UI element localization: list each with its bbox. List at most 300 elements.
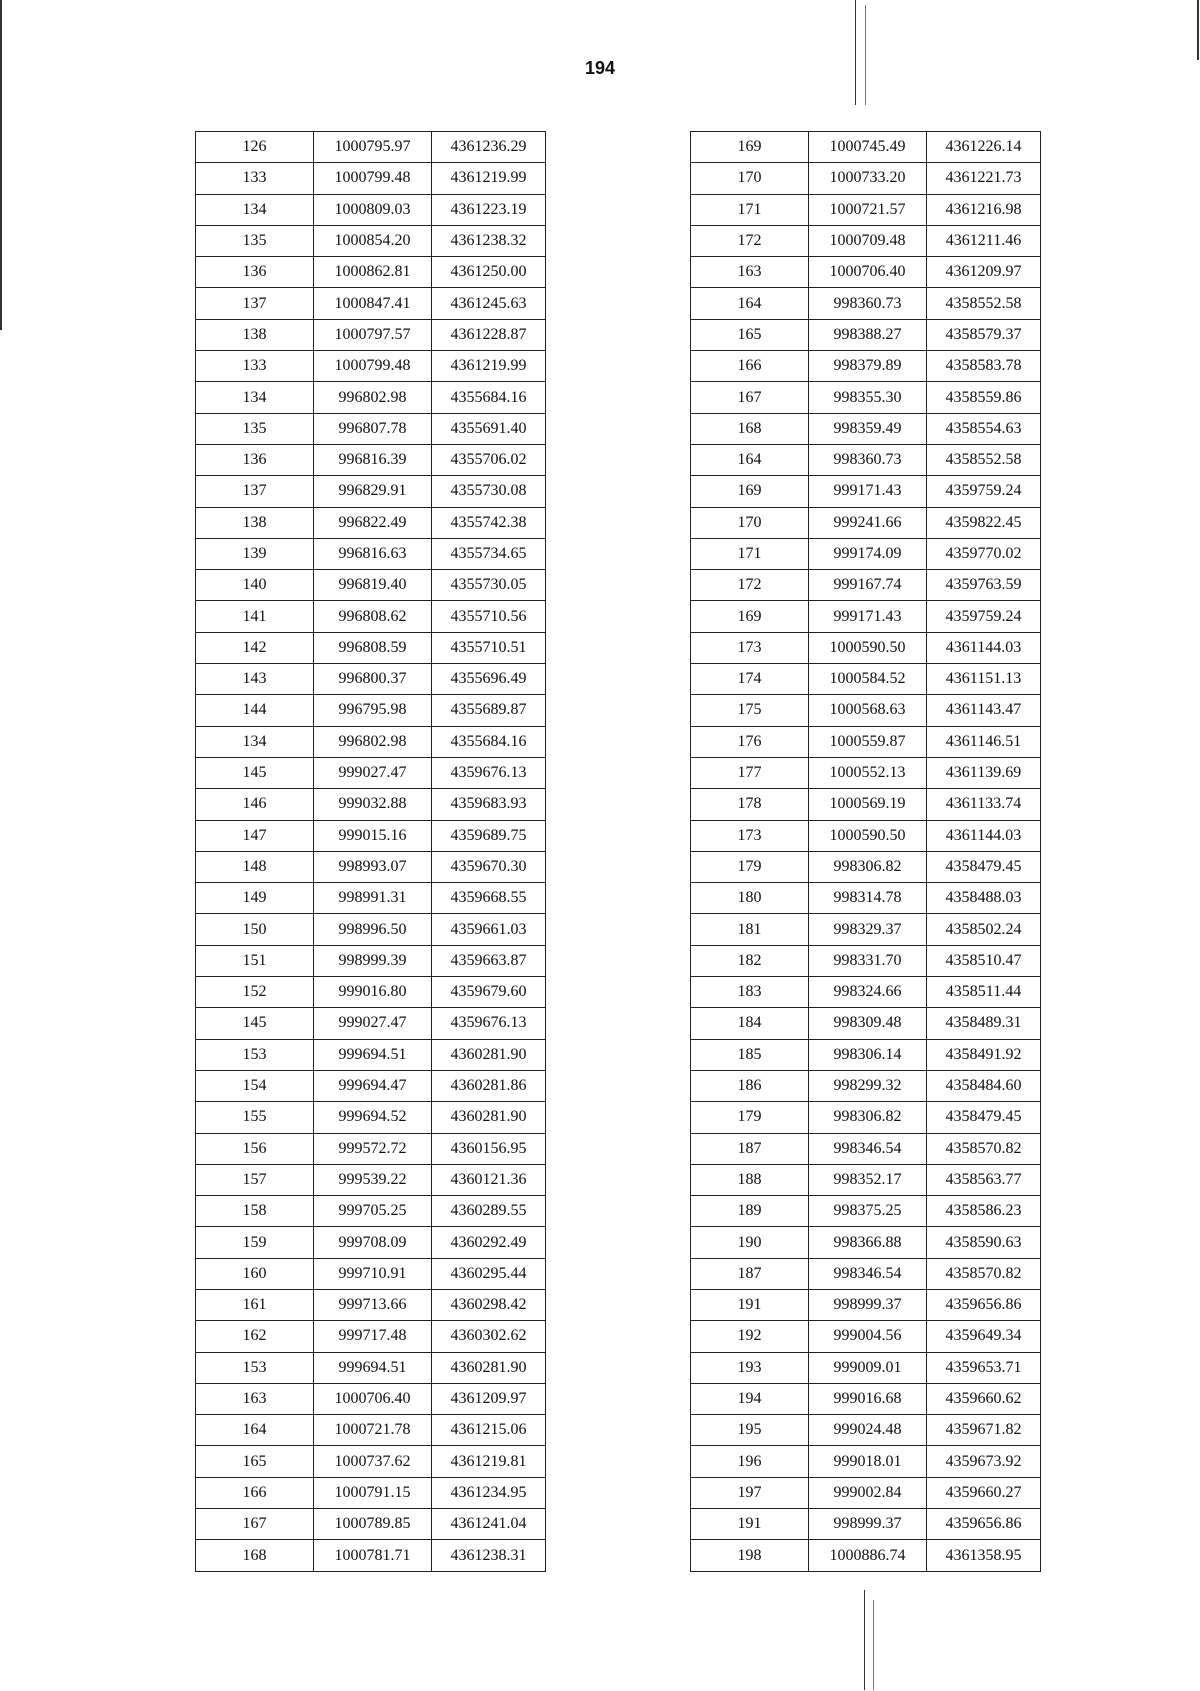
x-coordinate-cell: 996816.63 xyxy=(314,538,432,569)
point-number-cell: 172 xyxy=(691,225,809,256)
table-row xyxy=(196,1039,546,1070)
point-number-cell: 150 xyxy=(196,914,314,945)
point-number-cell: 190 xyxy=(691,1227,809,1258)
y-coordinate-cell: 4359670.30 xyxy=(432,851,546,882)
point-number-cell: 170 xyxy=(691,507,809,538)
x-coordinate-cell: 1000590.50 xyxy=(809,632,927,663)
y-coordinate-cell: 4361146.51 xyxy=(927,726,1041,757)
point-number-cell: 169 xyxy=(691,132,809,163)
y-coordinate-cell: 4358570.82 xyxy=(927,1258,1041,1289)
table-row xyxy=(196,194,546,225)
y-coordinate-cell: 4359763.59 xyxy=(927,570,1041,601)
x-coordinate-cell: 996816.39 xyxy=(314,444,432,475)
point-number-cell: 182 xyxy=(691,945,809,976)
point-number-cell: 135 xyxy=(196,225,314,256)
y-coordinate-cell: 4361219.81 xyxy=(432,1446,546,1477)
x-coordinate-cell: 999694.51 xyxy=(314,1039,432,1070)
y-coordinate-cell: 4358552.58 xyxy=(927,288,1041,319)
point-number-cell: 184 xyxy=(691,1008,809,1039)
x-coordinate-cell: 998314.78 xyxy=(809,883,927,914)
point-number-cell: 197 xyxy=(691,1477,809,1508)
point-number-cell: 179 xyxy=(691,1102,809,1133)
scan-mark xyxy=(865,5,866,105)
x-coordinate-cell: 999004.56 xyxy=(809,1321,927,1352)
point-number-cell: 166 xyxy=(691,351,809,382)
coordinates-table-body xyxy=(691,132,1041,1572)
table-row xyxy=(196,1352,546,1383)
point-number-cell: 186 xyxy=(691,1070,809,1101)
x-coordinate-cell: 998360.73 xyxy=(809,444,927,475)
x-coordinate-cell: 999572.72 xyxy=(314,1133,432,1164)
table-row xyxy=(691,257,1041,288)
point-number-cell: 178 xyxy=(691,789,809,820)
x-coordinate-cell: 999027.47 xyxy=(314,1008,432,1039)
point-number-cell: 185 xyxy=(691,1039,809,1070)
y-coordinate-cell: 4358479.45 xyxy=(927,851,1041,882)
x-coordinate-cell: 998331.70 xyxy=(809,945,927,976)
point-number-cell: 169 xyxy=(691,601,809,632)
y-coordinate-cell: 4361144.03 xyxy=(927,632,1041,663)
y-coordinate-cell: 4359663.87 xyxy=(432,945,546,976)
table-row xyxy=(196,257,546,288)
point-number-cell: 134 xyxy=(196,726,314,757)
table-row xyxy=(691,883,1041,914)
y-coordinate-cell: 4358570.82 xyxy=(927,1133,1041,1164)
x-coordinate-cell: 999016.68 xyxy=(809,1383,927,1414)
x-coordinate-cell: 999710.91 xyxy=(314,1258,432,1289)
table-row xyxy=(691,382,1041,413)
point-number-cell: 126 xyxy=(196,132,314,163)
y-coordinate-cell: 4359661.03 xyxy=(432,914,546,945)
x-coordinate-cell: 1000789.85 xyxy=(314,1509,432,1540)
table-row xyxy=(691,601,1041,632)
table-row xyxy=(691,695,1041,726)
point-number-cell: 162 xyxy=(196,1321,314,1352)
point-number-cell: 180 xyxy=(691,883,809,914)
table-row xyxy=(196,351,546,382)
y-coordinate-cell: 4361219.99 xyxy=(432,163,546,194)
point-number-cell: 189 xyxy=(691,1196,809,1227)
x-coordinate-cell: 1000733.20 xyxy=(809,163,927,194)
table-row xyxy=(196,1227,546,1258)
table-row xyxy=(196,1321,546,1352)
table-row xyxy=(691,288,1041,319)
x-coordinate-cell: 999705.25 xyxy=(314,1196,432,1227)
y-coordinate-cell: 4359673.92 xyxy=(927,1446,1041,1477)
table-row xyxy=(691,1039,1041,1070)
point-number-cell: 196 xyxy=(691,1446,809,1477)
point-number-cell: 187 xyxy=(691,1258,809,1289)
y-coordinate-cell: 4361228.87 xyxy=(432,319,546,350)
point-number-cell: 164 xyxy=(196,1415,314,1446)
y-coordinate-cell: 4361215.06 xyxy=(432,1415,546,1446)
x-coordinate-cell: 996802.98 xyxy=(314,726,432,757)
y-coordinate-cell: 4361238.31 xyxy=(432,1540,546,1571)
y-coordinate-cell: 4360289.55 xyxy=(432,1196,546,1227)
point-number-cell: 157 xyxy=(196,1164,314,1195)
y-coordinate-cell: 4358583.78 xyxy=(927,351,1041,382)
x-coordinate-cell: 1000809.03 xyxy=(314,194,432,225)
x-coordinate-cell: 1000791.15 xyxy=(314,1477,432,1508)
table-row xyxy=(196,163,546,194)
y-coordinate-cell: 4361241.04 xyxy=(432,1509,546,1540)
table-row xyxy=(691,444,1041,475)
table-row xyxy=(196,1289,546,1320)
x-coordinate-cell: 998991.31 xyxy=(314,883,432,914)
x-coordinate-cell: 1000584.52 xyxy=(809,664,927,695)
point-number-cell: 148 xyxy=(196,851,314,882)
point-number-cell: 141 xyxy=(196,601,314,632)
page-number: 194 xyxy=(584,58,616,78)
table-row xyxy=(196,632,546,663)
table-row xyxy=(196,382,546,413)
point-number-cell: 173 xyxy=(691,632,809,663)
table-row xyxy=(691,664,1041,695)
table-row xyxy=(691,1477,1041,1508)
table-row xyxy=(691,1383,1041,1414)
y-coordinate-cell: 4358484.60 xyxy=(927,1070,1041,1101)
y-coordinate-cell: 4360295.44 xyxy=(432,1258,546,1289)
scan-mark xyxy=(864,1590,865,1690)
x-coordinate-cell: 998996.50 xyxy=(314,914,432,945)
x-coordinate-cell: 999694.52 xyxy=(314,1102,432,1133)
table-row xyxy=(196,507,546,538)
point-number-cell: 154 xyxy=(196,1070,314,1101)
table-row xyxy=(196,1383,546,1414)
y-coordinate-cell: 4359676.13 xyxy=(432,1008,546,1039)
point-number-cell: 195 xyxy=(691,1415,809,1446)
point-number-cell: 171 xyxy=(691,538,809,569)
y-coordinate-cell: 4355742.38 xyxy=(432,507,546,538)
point-number-cell: 179 xyxy=(691,851,809,882)
point-number-cell: 144 xyxy=(196,695,314,726)
y-coordinate-cell: 4358552.58 xyxy=(927,444,1041,475)
x-coordinate-cell: 996808.59 xyxy=(314,632,432,663)
y-coordinate-cell: 4361250.00 xyxy=(432,257,546,288)
table-row xyxy=(691,476,1041,507)
table-row xyxy=(691,789,1041,820)
x-coordinate-cell: 999694.47 xyxy=(314,1070,432,1101)
y-coordinate-cell: 4361139.69 xyxy=(927,757,1041,788)
point-number-cell: 175 xyxy=(691,695,809,726)
table-row xyxy=(691,1258,1041,1289)
x-coordinate-cell: 998999.37 xyxy=(809,1289,927,1320)
table-row xyxy=(196,476,546,507)
x-coordinate-cell: 998352.17 xyxy=(809,1164,927,1195)
point-number-cell: 165 xyxy=(691,319,809,350)
x-coordinate-cell: 998299.32 xyxy=(809,1070,927,1101)
point-number-cell: 176 xyxy=(691,726,809,757)
x-coordinate-cell: 998366.88 xyxy=(809,1227,927,1258)
table-row xyxy=(196,225,546,256)
x-coordinate-cell: 999016.80 xyxy=(314,977,432,1008)
table-row xyxy=(691,1415,1041,1446)
x-coordinate-cell: 999713.66 xyxy=(314,1289,432,1320)
scan-mark xyxy=(855,0,856,105)
y-coordinate-cell: 4355734.65 xyxy=(432,538,546,569)
point-number-cell: 133 xyxy=(196,351,314,382)
point-number-cell: 142 xyxy=(196,632,314,663)
x-coordinate-cell: 1000862.81 xyxy=(314,257,432,288)
y-coordinate-cell: 4359759.24 xyxy=(927,476,1041,507)
table-row xyxy=(196,977,546,1008)
y-coordinate-cell: 4359679.60 xyxy=(432,977,546,1008)
table-row xyxy=(691,1289,1041,1320)
x-coordinate-cell: 998306.82 xyxy=(809,851,927,882)
y-coordinate-cell: 4355730.08 xyxy=(432,476,546,507)
table-row xyxy=(691,851,1041,882)
y-coordinate-cell: 4359656.86 xyxy=(927,1509,1041,1540)
y-coordinate-cell: 4359770.02 xyxy=(927,538,1041,569)
x-coordinate-cell: 1000706.40 xyxy=(809,257,927,288)
point-number-cell: 158 xyxy=(196,1196,314,1227)
table-row xyxy=(691,1352,1041,1383)
table-row xyxy=(691,1321,1041,1352)
table-row xyxy=(196,538,546,569)
table-row xyxy=(196,570,546,601)
point-number-cell: 167 xyxy=(691,382,809,413)
x-coordinate-cell: 999002.84 xyxy=(809,1477,927,1508)
point-number-cell: 161 xyxy=(196,1289,314,1320)
point-number-cell: 145 xyxy=(196,757,314,788)
x-coordinate-cell: 998346.54 xyxy=(809,1133,927,1164)
x-coordinate-cell: 1000721.57 xyxy=(809,194,927,225)
table-row xyxy=(691,1509,1041,1540)
y-coordinate-cell: 4358510.47 xyxy=(927,945,1041,976)
table-row xyxy=(691,1446,1041,1477)
y-coordinate-cell: 4361151.13 xyxy=(927,664,1041,695)
x-coordinate-cell: 999694.51 xyxy=(314,1352,432,1383)
point-number-cell: 140 xyxy=(196,570,314,601)
point-number-cell: 159 xyxy=(196,1227,314,1258)
point-number-cell: 168 xyxy=(196,1540,314,1571)
scan-mark xyxy=(873,1600,874,1690)
x-coordinate-cell: 996819.40 xyxy=(314,570,432,601)
x-coordinate-cell: 998355.30 xyxy=(809,382,927,413)
point-number-cell: 135 xyxy=(196,413,314,444)
table-row xyxy=(196,1446,546,1477)
y-coordinate-cell: 4358563.77 xyxy=(927,1164,1041,1195)
y-coordinate-cell: 4358491.92 xyxy=(927,1039,1041,1070)
table-row xyxy=(196,1070,546,1101)
point-number-cell: 136 xyxy=(196,257,314,288)
x-coordinate-cell: 1000854.20 xyxy=(314,225,432,256)
point-number-cell: 139 xyxy=(196,538,314,569)
table-row xyxy=(691,413,1041,444)
y-coordinate-cell: 4359676.13 xyxy=(432,757,546,788)
point-number-cell: 156 xyxy=(196,1133,314,1164)
table-row xyxy=(196,132,546,163)
y-coordinate-cell: 4359759.24 xyxy=(927,601,1041,632)
table-row xyxy=(691,163,1041,194)
x-coordinate-cell: 1000706.40 xyxy=(314,1383,432,1414)
y-coordinate-cell: 4358479.45 xyxy=(927,1102,1041,1133)
table-row xyxy=(691,1540,1041,1571)
y-coordinate-cell: 4359660.62 xyxy=(927,1383,1041,1414)
point-number-cell: 133 xyxy=(196,163,314,194)
y-coordinate-cell: 4361223.19 xyxy=(432,194,546,225)
table-row xyxy=(691,1070,1041,1101)
table-row xyxy=(691,632,1041,663)
table-row xyxy=(196,695,546,726)
y-coordinate-cell: 4358511.44 xyxy=(927,977,1041,1008)
x-coordinate-cell: 996807.78 xyxy=(314,413,432,444)
point-number-cell: 188 xyxy=(691,1164,809,1195)
y-coordinate-cell: 4358488.03 xyxy=(927,883,1041,914)
point-number-cell: 138 xyxy=(196,319,314,350)
x-coordinate-cell: 996800.37 xyxy=(314,664,432,695)
point-number-cell: 149 xyxy=(196,883,314,914)
point-number-cell: 167 xyxy=(196,1509,314,1540)
x-coordinate-cell: 999167.74 xyxy=(809,570,927,601)
y-coordinate-cell: 4358586.23 xyxy=(927,1196,1041,1227)
x-coordinate-cell: 998359.49 xyxy=(809,413,927,444)
table-row xyxy=(196,1415,546,1446)
y-coordinate-cell: 4359668.55 xyxy=(432,883,546,914)
y-coordinate-cell: 4361245.63 xyxy=(432,288,546,319)
table-row xyxy=(196,1258,546,1289)
y-coordinate-cell: 4360302.62 xyxy=(432,1321,546,1352)
x-coordinate-cell: 1000886.74 xyxy=(809,1540,927,1571)
table-row xyxy=(196,945,546,976)
table-row xyxy=(691,132,1041,163)
y-coordinate-cell: 4355730.05 xyxy=(432,570,546,601)
table-row xyxy=(196,413,546,444)
table-row xyxy=(691,757,1041,788)
x-coordinate-cell: 1000552.13 xyxy=(809,757,927,788)
table-row xyxy=(196,757,546,788)
table-row xyxy=(196,1509,546,1540)
table-row xyxy=(691,351,1041,382)
y-coordinate-cell: 4359660.27 xyxy=(927,1477,1041,1508)
y-coordinate-cell: 4358554.63 xyxy=(927,413,1041,444)
y-coordinate-cell: 4359822.45 xyxy=(927,507,1041,538)
point-number-cell: 163 xyxy=(196,1383,314,1414)
table-row xyxy=(691,1164,1041,1195)
point-number-cell: 134 xyxy=(196,382,314,413)
y-coordinate-cell: 4361219.99 xyxy=(432,351,546,382)
table-row xyxy=(196,789,546,820)
x-coordinate-cell: 1000721.78 xyxy=(314,1415,432,1446)
y-coordinate-cell: 4360298.42 xyxy=(432,1289,546,1320)
y-coordinate-cell: 4361216.98 xyxy=(927,194,1041,225)
y-coordinate-cell: 4361209.97 xyxy=(927,257,1041,288)
y-coordinate-cell: 4355710.56 xyxy=(432,601,546,632)
x-coordinate-cell: 999032.88 xyxy=(314,789,432,820)
x-coordinate-cell: 998379.89 xyxy=(809,351,927,382)
point-number-cell: 137 xyxy=(196,476,314,507)
table-row xyxy=(691,1227,1041,1258)
table-row xyxy=(196,444,546,475)
y-coordinate-cell: 4358489.31 xyxy=(927,1008,1041,1039)
table-row xyxy=(196,664,546,695)
point-number-cell: 152 xyxy=(196,977,314,1008)
table-row xyxy=(691,507,1041,538)
table-row xyxy=(691,570,1041,601)
point-number-cell: 164 xyxy=(691,444,809,475)
x-coordinate-cell: 999539.22 xyxy=(314,1164,432,1195)
x-coordinate-cell: 998309.48 xyxy=(809,1008,927,1039)
x-coordinate-cell: 996822.49 xyxy=(314,507,432,538)
point-number-cell: 174 xyxy=(691,664,809,695)
x-coordinate-cell: 999708.09 xyxy=(314,1227,432,1258)
table-row xyxy=(196,851,546,882)
table-row xyxy=(691,914,1041,945)
y-coordinate-cell: 4360281.90 xyxy=(432,1039,546,1070)
y-coordinate-cell: 4355710.51 xyxy=(432,632,546,663)
point-number-cell: 153 xyxy=(196,1039,314,1070)
point-number-cell: 153 xyxy=(196,1352,314,1383)
point-number-cell: 194 xyxy=(691,1383,809,1414)
x-coordinate-cell: 996802.98 xyxy=(314,382,432,413)
point-number-cell: 170 xyxy=(691,163,809,194)
x-coordinate-cell: 998999.37 xyxy=(809,1509,927,1540)
y-coordinate-cell: 4361143.47 xyxy=(927,695,1041,726)
coordinates-table-left xyxy=(195,131,546,1572)
scan-mark xyxy=(0,0,2,330)
point-number-cell: 143 xyxy=(196,664,314,695)
point-number-cell: 191 xyxy=(691,1509,809,1540)
y-coordinate-cell: 4359653.71 xyxy=(927,1352,1041,1383)
table-row xyxy=(691,194,1041,225)
point-number-cell: 173 xyxy=(691,820,809,851)
x-coordinate-cell: 999015.16 xyxy=(314,820,432,851)
y-coordinate-cell: 4355689.87 xyxy=(432,695,546,726)
y-coordinate-cell: 4358502.24 xyxy=(927,914,1041,945)
y-coordinate-cell: 4361144.03 xyxy=(927,820,1041,851)
point-number-cell: 147 xyxy=(196,820,314,851)
x-coordinate-cell: 998346.54 xyxy=(809,1258,927,1289)
y-coordinate-cell: 4360292.49 xyxy=(432,1227,546,1258)
point-number-cell: 151 xyxy=(196,945,314,976)
table-row xyxy=(691,225,1041,256)
y-coordinate-cell: 4360121.36 xyxy=(432,1164,546,1195)
table-row xyxy=(196,1164,546,1195)
y-coordinate-cell: 4355691.40 xyxy=(432,413,546,444)
y-coordinate-cell: 4359671.82 xyxy=(927,1415,1041,1446)
x-coordinate-cell: 999027.47 xyxy=(314,757,432,788)
point-number-cell: 166 xyxy=(196,1477,314,1508)
x-coordinate-cell: 1000590.50 xyxy=(809,820,927,851)
point-number-cell: 134 xyxy=(196,194,314,225)
point-number-cell: 198 xyxy=(691,1540,809,1571)
y-coordinate-cell: 4360281.86 xyxy=(432,1070,546,1101)
x-coordinate-cell: 998324.66 xyxy=(809,977,927,1008)
point-number-cell: 146 xyxy=(196,789,314,820)
coordinates-table-right xyxy=(690,131,1041,1572)
coordinates-table-body xyxy=(196,132,546,1572)
table-row xyxy=(196,1196,546,1227)
point-number-cell: 137 xyxy=(196,288,314,319)
y-coordinate-cell: 4359649.34 xyxy=(927,1321,1041,1352)
point-number-cell: 172 xyxy=(691,570,809,601)
point-number-cell: 191 xyxy=(691,1289,809,1320)
scan-mark xyxy=(1197,0,1199,60)
x-coordinate-cell: 1000799.48 xyxy=(314,351,432,382)
table-row xyxy=(196,319,546,350)
table-row xyxy=(691,319,1041,350)
point-number-cell: 136 xyxy=(196,444,314,475)
x-coordinate-cell: 1000797.57 xyxy=(314,319,432,350)
y-coordinate-cell: 4361234.95 xyxy=(432,1477,546,1508)
x-coordinate-cell: 1000781.71 xyxy=(314,1540,432,1571)
y-coordinate-cell: 4361238.32 xyxy=(432,225,546,256)
table-row xyxy=(691,1008,1041,1039)
y-coordinate-cell: 4361209.97 xyxy=(432,1383,546,1414)
y-coordinate-cell: 4359656.86 xyxy=(927,1289,1041,1320)
point-number-cell: 145 xyxy=(196,1008,314,1039)
x-coordinate-cell: 998329.37 xyxy=(809,914,927,945)
